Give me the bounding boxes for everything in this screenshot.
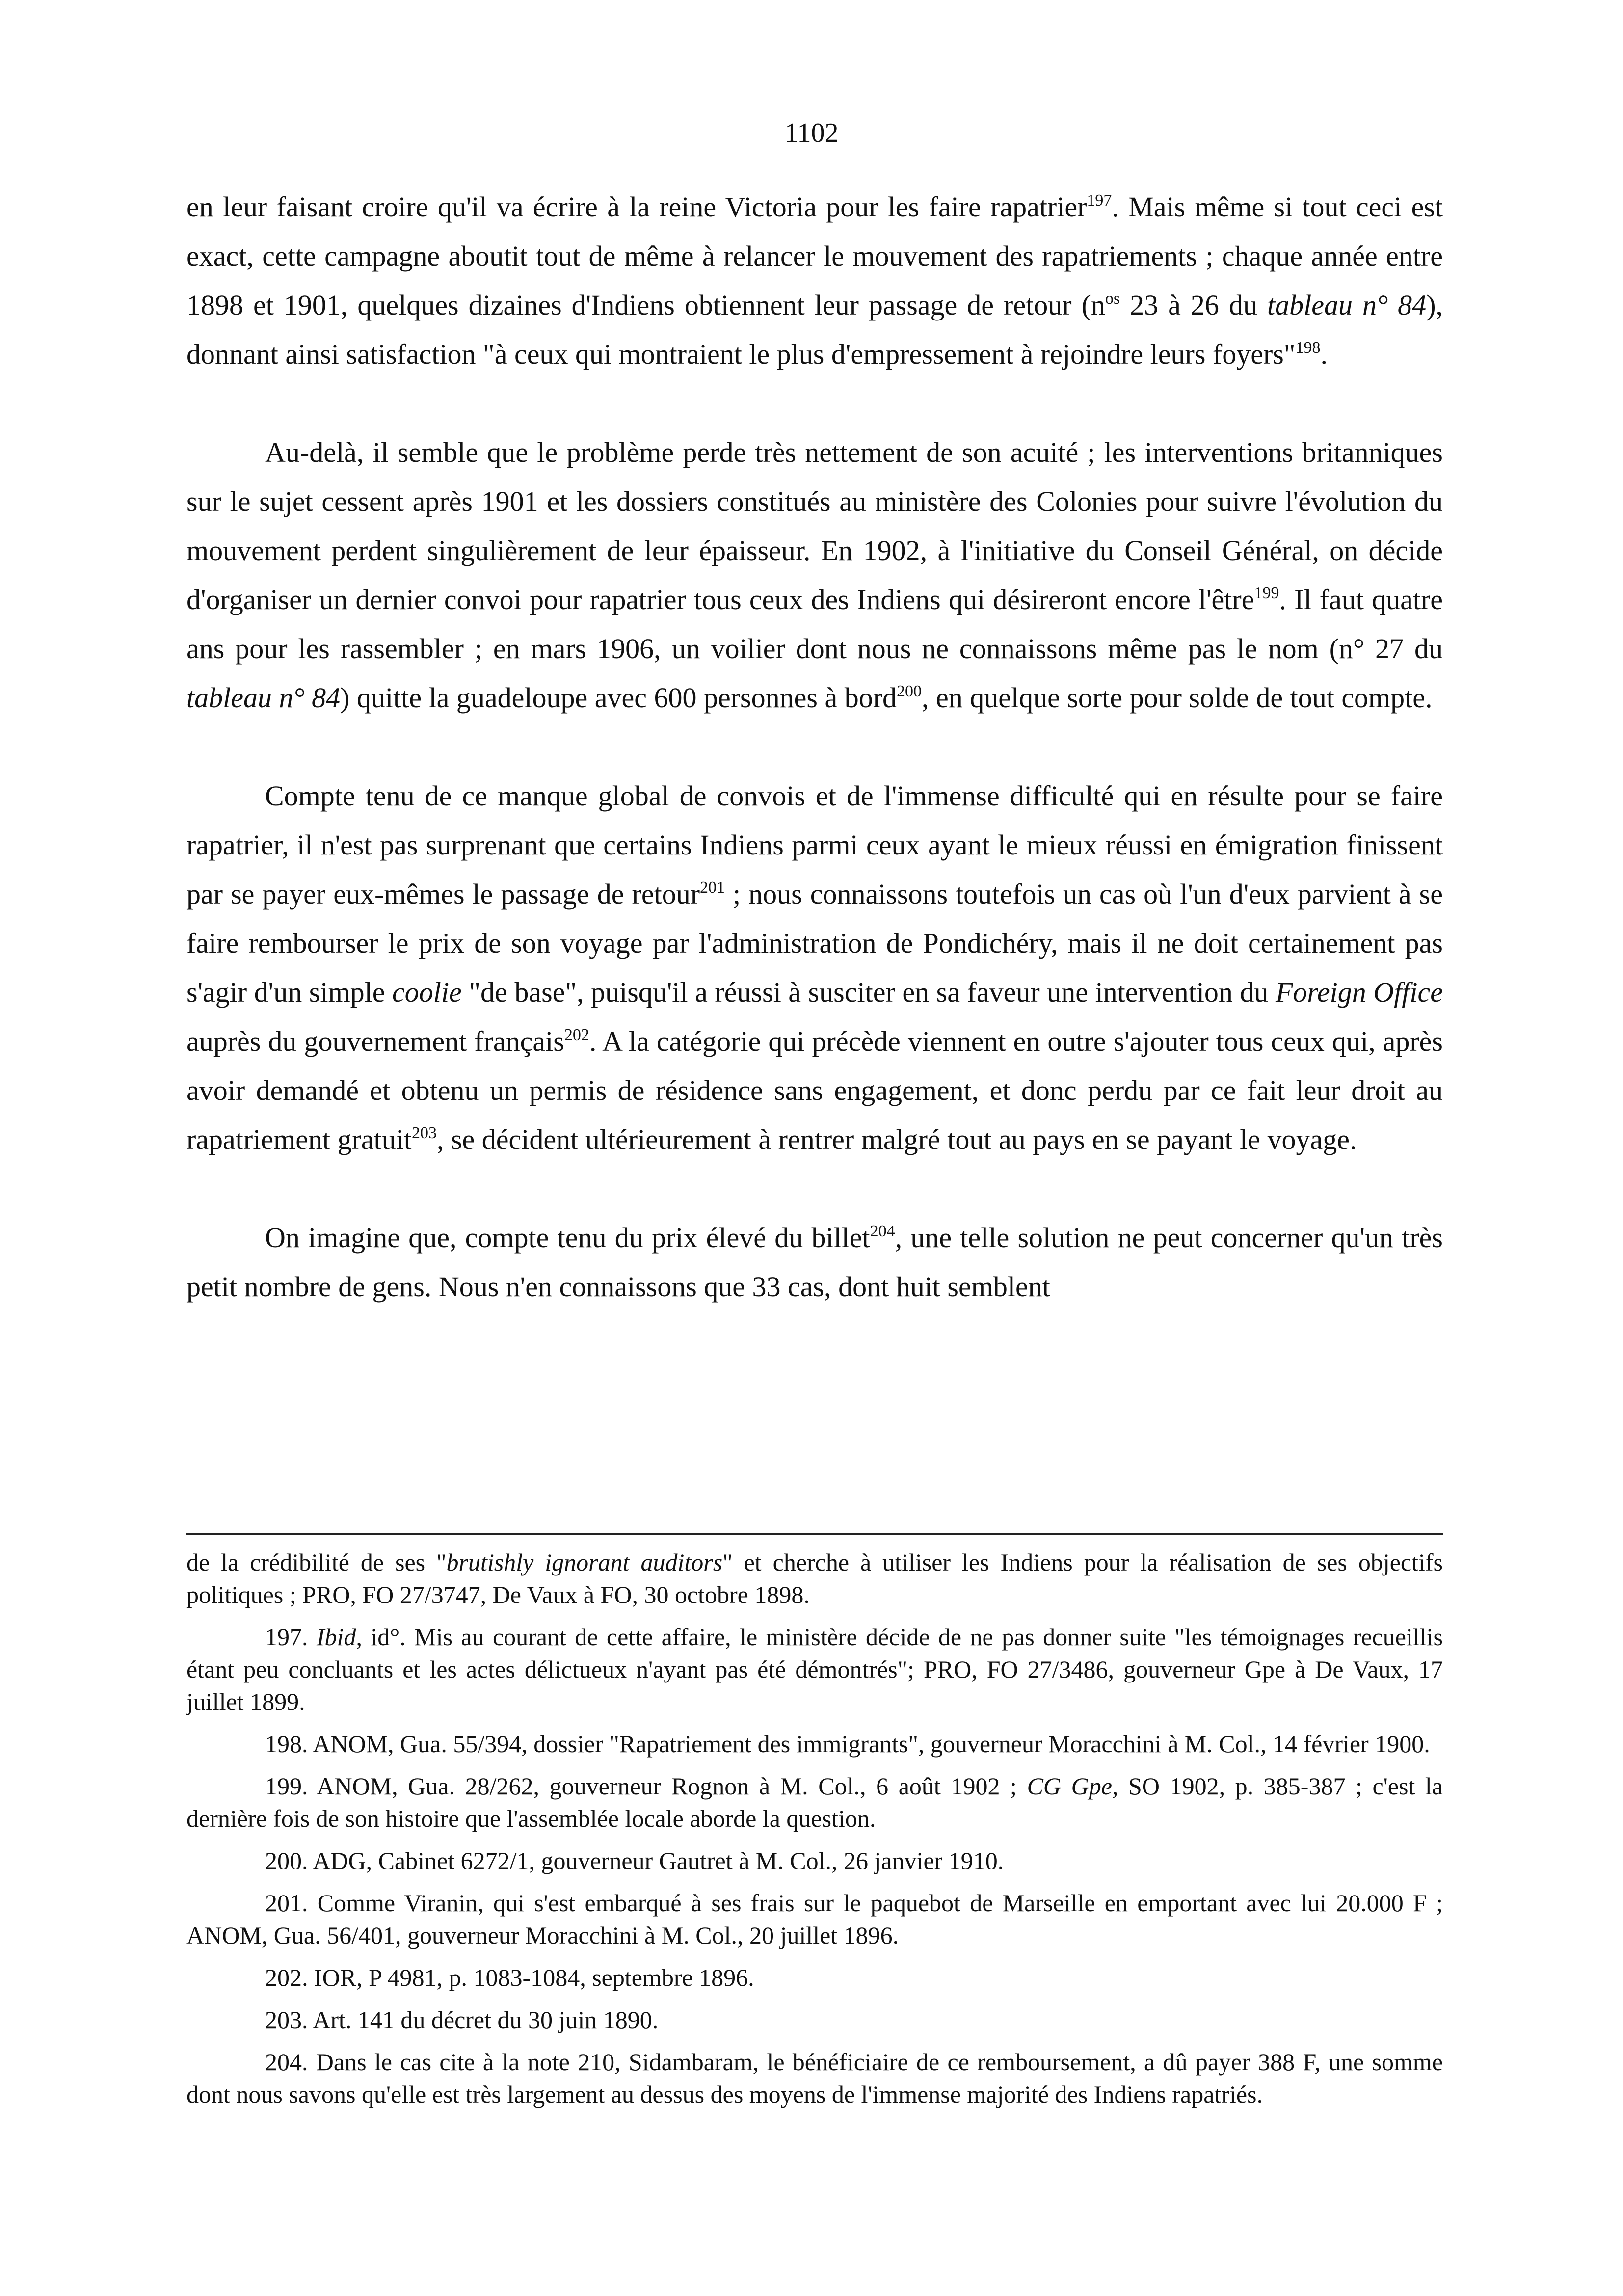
italic-reference: tableau n° 84 xyxy=(1267,289,1427,321)
italic-term: coolie xyxy=(392,976,462,1008)
text-run: ; nous connaissons toutefois un cas où l'un d'eux parvient à se faire rembourser le prix de son voyage par l'administration de Pondichéry, mais il ne doit certainement pas s'agir d'un simple xyxy=(186,878,1443,1008)
footnote-199 xyxy=(186,1770,1443,1835)
footnote-separator xyxy=(186,1533,1443,1535)
footnote-ref-199: 199 xyxy=(1254,584,1279,602)
text-run: . xyxy=(1320,338,1328,370)
text-run: On imagine que, compte tenu du prix élevé du billet xyxy=(265,1222,870,1254)
text-run: auprès du gouvernement français xyxy=(186,1025,564,1057)
footnote-200: 200. ADG, Cabinet 6272/1, gouverneur Gautret à M. Col., 26 janvier 1910. xyxy=(265,1847,1004,1874)
footnote-ref-204: 204 xyxy=(870,1222,895,1240)
text-run: , se décident ultérieurement à rentrer malgré tout au pays en se payant le voyage. xyxy=(436,1123,1357,1155)
text-run: , une telle solution ne peut concerner qu'un très petit nombre de gens. Nous n'en connaissons que 33 cas, dont huit semblent xyxy=(186,1222,1443,1303)
paragraph-4 xyxy=(186,1213,1443,1311)
text-run: en leur faisant croire qu'il va écrire à la reine Victoria pour les faire rapatrier xyxy=(186,191,1087,223)
text-run: Au-delà, il semble que le problème perde très nettement de son acuité ; les interventions britanniques sur le sujet cessent après 1901 et les dossiers constitués au ministère des Colonies pour suivre l'évolution du mouvement perdent singulièrement de leur épaisseur. En 1902, à l'initiative du Conseil Général, on décide d'organiser un dernier convoi pour rapatrier tous ceux des Indiens qui désireront encore l'être xyxy=(186,436,1443,615)
text-run: "de base", puisqu'il a réussi à susciter en sa faveur une intervention du xyxy=(461,976,1276,1008)
text-run: 197. xyxy=(265,1623,317,1651)
text-run: , id°. Mis au courant de cette affaire, le ministère décide de ne pas donner suite "les témoignages recueillis étant peu concluants et les actes délictueux n'ayant pas été démontrés"; PRO, FO 27/3486, gouverneur Gpe à De Vaux, 17 juillet 1899. xyxy=(186,1623,1443,1715)
footnote-197 xyxy=(186,1621,1443,1718)
paragraph-3 xyxy=(186,772,1443,1164)
italic-term: Ibid xyxy=(316,1623,356,1651)
text-run: ) quitte la guadeloupe avec 600 personnes à bord xyxy=(340,682,897,714)
text-run: 23 à 26 du xyxy=(1120,289,1267,321)
text-run: , en quelque sorte pour solde de tout compte. xyxy=(922,682,1433,714)
text-run: ), donnant ainsi satisfaction "à ceux qui montraient le plus d'empressement à rejoindre leurs foyers" xyxy=(186,289,1443,370)
page-number: 1102 xyxy=(784,118,839,148)
text-run: , SO 1902, p. 385-387 ; c'est la dernière fois de son histoire que l'assemblée locale aborde la question. xyxy=(186,1772,1443,1832)
italic-quote: brutishly ignorant auditors xyxy=(446,1548,723,1576)
italic-term: Foreign Office xyxy=(1275,976,1443,1008)
text-run: . Il faut quatre ans pour les rassembler ; en mars 1906, un voilier dont nous ne connaissons même pas le nom (n° 27 du xyxy=(186,584,1443,665)
footnote-continued xyxy=(186,1546,1443,1611)
text-run: de la crédibilité de ses " xyxy=(186,1548,447,1576)
footnote-201: 201. Comme Viranin, qui s'est embarqué à ses frais sur le paquebot de Marseille en emportant avec lui 20.000 F ; ANOM, Gua. 56/401, gouverneur Moracchini à M. Col., 20 juillet 1896. xyxy=(186,1889,1443,1949)
italic-term: CG Gpe xyxy=(1027,1772,1112,1800)
footnote-ref-201: 201 xyxy=(700,879,725,897)
footnote-ref-197: 197 xyxy=(1087,191,1112,210)
footnote-202: 202. IOR, P 4981, p. 1083-1084, septembre 1896. xyxy=(265,1964,754,1991)
text-run: Compte tenu de ce manque global de convois et de l'immense difficulté qui en résulte pour se faire rapatrier, il n'est pas surprenant que certains Indiens parmi ceux ayant le mieux réussi en émigration finissent par se payer eux-mêmes le passage de retour xyxy=(186,780,1443,910)
footnote-ref-200: 200 xyxy=(897,682,922,700)
text-run: . A la catégorie qui précède viennent en outre s'ajouter tous ceux qui, après avoir demandé et obtenu un permis de résidence sans engagement, et donc perdu par ce fait leur droit au rapatriement gratuit xyxy=(186,1025,1443,1155)
footnote-ref-203: 203 xyxy=(411,1124,437,1142)
footnote-ref-198: 198 xyxy=(1295,339,1321,357)
text-run: . Mais même si tout ceci est exact, cette campagne aboutit tout de même à relancer le mouvement des rapatriements ; chaque année entre 1898 et 1901, quelques dizaines d'Indiens obtiennent leur passage de retour (n xyxy=(186,191,1443,321)
paragraph-1 xyxy=(186,183,1443,379)
superscript-os: os xyxy=(1105,290,1120,308)
footnote-198: 198. ANOM, Gua. 55/394, dossier "Rapatriement des immigrants", gouverneur Moracchini à M. Col., 14 février 1900. xyxy=(265,1730,1430,1758)
footnote-ref-202: 202 xyxy=(564,1026,589,1044)
paragraph-2 xyxy=(186,428,1443,722)
footnote-203: 203. Art. 141 du décret du 30 juin 1890. xyxy=(265,2006,659,2033)
text-run: 199. ANOM, Gua. 28/262, gouverneur Rognon à M. Col., 6 août 1902 ; xyxy=(265,1772,1027,1800)
text-run: " et cherche à utiliser les Indiens pour la réalisation de ses objectifs politiques ; PRO, FO 27/3747, De Vaux à FO, 30 octobre 1898. xyxy=(186,1548,1443,1608)
main-text xyxy=(186,183,1443,1361)
footnote-204: 204. Dans le cas cite à la note 210, Sidambaram, le bénéficiaire de ce remboursement, a dû payer 388 F, une somme dont nous savons qu'elle est très largement au dessus des moyens de l'immense majorité des Indiens rapatriés. xyxy=(186,2048,1443,2108)
footnotes xyxy=(186,1546,1443,2120)
italic-reference: tableau n° 84 xyxy=(186,682,341,714)
